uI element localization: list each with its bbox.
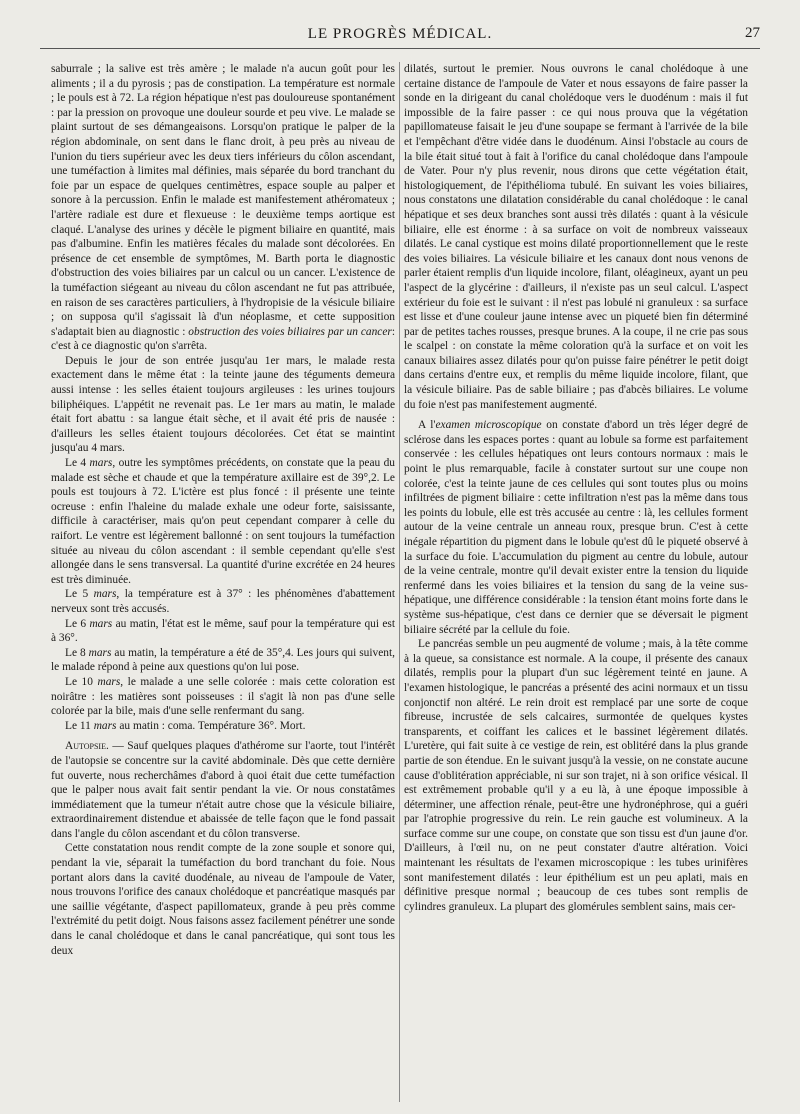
paragraph: Le 8 mars au matin, la température a été de 35°,4. Les jours qui suivent, le malade répond à peine aux questions qu'on lui pose.	[51, 646, 395, 674]
right-column	[404, 62, 748, 914]
paragraph: Cette constatation nous rendit compte de la zone souple et sonore qui, pendant la vie, séparait la tuméfaction du bord tranchant du foie. Nous portant alors dans la cavité duodénale, au niveau de l'ampoule de Vater, nous trouvons l'orifice des canaux cholédoque et pancréatique masqués par une saillie végétante, d'aspect papillomateux, grande à peu près comme l'extrémité du petit doigt. Nous faisons assez facilement pénétrer une sonde dans le canal cholédoque et dans le canal pancréatique, qui sont tous les deux	[51, 842, 395, 957]
header-rule	[40, 48, 760, 49]
paragraph: Le pancréas semble un peu augmenté de volume ; mais, à la tête comme à la queue, sa consistance est normale. A la coupe, il présente des canaux dilatés, remplis pour la plupart d'un suc légèrement teinté en jaune. A l'examen histologique, le pancréas a présenté des acini normaux et un tissu conjonctif non altéré. Le rein droit est remplacé par une sorte de coque fibreuse, incrustée de sels calcaires, surmontée de quelques kystes transparents, et coiffant les calices et le bassinet légèrement dilatés. L'uretère, qui fait suite à ce vestige de rein, est oblitéré dans la plus grande partie de son étendue. En le suivant jusqu'à la vessie, on ne constate aucune cause d'oblitération appréciable, ni sur son trajet, ni à son orifice vésical. Il est extrêmement probable qu'il y a eu là, à une époque impossible à déterminer, une affection rénale, peut-être une hydronéphrose, qui a guéri par l'atrophie progressive du rein. Le rein gauche est volumineux. A la surface comme sur une coupe, on constate que son tissu est d'un jaune d'or. D'ailleurs, à l'œil nu, on ne peut constater d'autre altération. Voici maintenant les résultats de l'examen microscopique : les tubes urinifères sont manifestement dilatés : leur épithélium est un peu aplati, mais en définitive presque normal ; beaucoup de ces tubes sont remplis de cylindres granuleux. La plupart des glomérules semblent sains, mais cer-	[404, 638, 748, 913]
paragraph: Depuis le jour de son entrée jusqu'au 1er mars, le malade resta exactement dans le même état : la teinte jaune des téguments demeura aussi intense : les selles étaient toujours argileuses : les urines toujours biliphéiques. L'appétit ne revenait pas. Le 1er mars au matin, le malade était fort abattu : sa langue était sèche, et il avait été pris de nausée : d'ailleurs les selles étaient toujours décolorées. Cet état se maintint jusqu'au 4 mars.	[51, 354, 395, 455]
autopsy-paragraph: Autopsie. — Sauf quelques plaques d'athérome sur l'aorte, tout l'intérêt de l'autopsie se concentre sur la cavité abdominale. Dès que cette dernière fut ouverte, nous recherchâmes d'abord à quoi était due cette tuméfaction que le palper nous avait fait sentir pendant la vie. Or nous constatâmes immédiatement que la tumeur n'était autre chose que la vésicule biliaire, extraordinairement distendue et abaissée de telle façon que le fond passait dans l'angle du côlon ascendant et du côlon transverse.	[51, 740, 395, 840]
page-header	[40, 20, 760, 46]
paragraph: Le 4 mars, outre les symptômes précédents, on constate que la peau du malade est sèche et chaude et que la température axillaire est de 39°,2. Le pouls est toujours à 72. L'ictère est plus foncé : il présente une teinte ocreuse : enfin l'haleine du malade exhale une odeur forte, saisissante, difficile à caractériser, mais qu'on peut cependant comparer à celle du raifort. Le ventre est légèrement ballonné : on sent toujours la tuméfaction située au niveau du côlon ascendant : il semble cependant qu'elle s'est allongée dans le sens transversal. La quantité d'urine excrétée en 24 heures est très diminuée.	[51, 457, 395, 586]
section-heading: Autopsie.	[65, 740, 109, 753]
column-divider	[399, 62, 400, 1102]
left-column	[51, 62, 395, 958]
paragraph: Le 11 mars au matin : coma. Température 36°. Mort.	[65, 719, 306, 732]
running-title: LE PROGRÈS MÉDICAL.	[307, 26, 493, 42]
paragraph: Le 6 mars au matin, l'état est le même, sauf pour la température qui est à 36°.	[51, 617, 396, 645]
paragraph: saburrale ; la salive est très amère ; le malade n'a aucun goût pour les aliments ; il a du pyrosis ; pas de constipation. La température est normale ; le pouls est à 72. La région hépatique n'est pas douloureuse spontanément : par la pression on provoque une douleur sourde et peu vive. Le malade se plaint surtout de ses démangeaisons. Lorsqu'on pratique le palper de la région abdominale, on sent dans le flanc droit, à peu près au niveau de l'union du tiers supérieur avec les deux tiers inférieurs du côlon ascendant, une tuméfaction à limites mal définies, mais séparée du bord tranchant du foie par un espace de quelques centimètres, espace souple au palper et sonore à la percussion. Enfin le malade est manifestement athéromateux ; l'artère radiale est dure et flexueuse : le deuxième temps aortique est claqué. L'analyse des urines y décèle le pigment biliaire en quantité, mais pas d'albumine. Enfin les matières fécales du malade sont décolorées. En présence de cet ensemble de symptômes, M. Barth porta le diagnostic d'obstruction des voies biliaires par un calcul ou un cancer. L'existence de la tuméfaction siégeant au niveau du côlon ascendant ne fut pas attribuée, en raison de ses caractères particuliers, à l'hydropisie de la vésicule biliaire ; on supposa qu'il s'agissait là d'un néoplasme, et cette supposition s'adaptait bien au diagnostic : obstruction des voies biliaires par un cancer: c'est à ce diagnostic qu'on s'arrêta.	[51, 63, 395, 353]
page-number: 27	[745, 25, 760, 41]
paragraph: Le 5 mars, la température est à 37° : les phénomènes d'abattement nerveux sont très accusés.	[51, 588, 395, 615]
paragraph: Le 10 mars, le malade a une selle colorée : mais cette coloration est noirâtre : les matières sont poisseuses : il s'agit là non pas d'une selle colorée par la bile, mais d'une selle renfermant du sang.	[51, 675, 395, 718]
paragraph: dilatés, surtout le premier. Nous ouvrons le canal cholédoque à une certaine distance de l'ampoule de Vater et nous essayons de faire passer la sonde en la dirigeant du canal cholédoque vers le duodénum : mais il fut impossible de la faire passer : ce qui nous prouva que la végétation papillomateuse faisait le jeu d'une soupape se fermant à l'arrivée de la bile et l'empêchant d'être vidée dans le duodénum. Ainsi l'obstacle au cours de la bile était situé tout à fait à l'orifice du canal cholédoque dans l'ampoule de Vater. Pour n'y plus revenir, nous dirons que cette végétation était, histologiquement, de l'épithélioma tubulé. En suivant les voies biliaires, nous constatons une dilatation considérable du canal cholédoque : le canal hépatique et ses deux branches sont aussi très dilatés : quant à la vésicule biliaire, elle est énorme : à sa surface on voit de nombreux vaisseaux dilatés. Le canal cystique est moins dilaté proportionnellement que le reste des voies biliaires. La vésicule biliaire et les canaux dont nous venons de parler étaient remplis d'un liquide incolore, filant, oléagineux, ayant un peu l'aspect de la glycérine : d'ailleurs, il n'existe pas un seul calcul. L'aspect extérieur du foie est le suivant : il n'est pas lobulé ni granuleux : sa surface est lisse et d'une couleur jaune intense avec un piqueté bien fin déterminé par de petites taches rousses, presque brunes. A la coupe, il ne crie pas sous le scalpel : on constate la même coloration qu'à la surface et on voit les canaux biliaires assez dilatés pour qu'on puisse faire pénétrer le petit doigt dans certains d'entre eux, et remplis du même liquide incolore, filant, que la vésicule biliaire. Pas de sable biliaire ; pas d'abcès biliaires. Le volume du foie n'est pas manifestement augmenté.	[404, 63, 748, 411]
paragraph: A l'examen microscopique on constate d'abord un très léger degré de sclérose dans les espaces portes : quant au lobule sa forme est parfaitement conservée : les cellules hépatiques ont leurs contours normaux : mais le point le plus remarquable, facile à constater surtout sur une coupe non colorée, c'est la teinte jaune de ces cellules qui sont toutes plus ou moins infiltrées de pigment biliaire : cette infiltration n'est pas la même dans tous les points du lobule, elle est très accusée au centre : là, les cellules forment autour de la veine centrale un anneau roux, presque brun. C'est à cette inégale répartition du pigment dans le lobule qu'est dû le piqueté observé à la surface du foie. L'accumulation du pigment au centre du lobule, autour de la veine centrale, montre qu'il devait exister entre la tension du liquide renfermé dans les voies biliaires et la tension du sang de la veine sus-hépatique, une différence considérable : la tension étant moins forte dans le système sus-hépatique, c'est dans ce dernier que se déversait le pigment biliaire sécrété par la cellule du foie.	[404, 419, 748, 636]
